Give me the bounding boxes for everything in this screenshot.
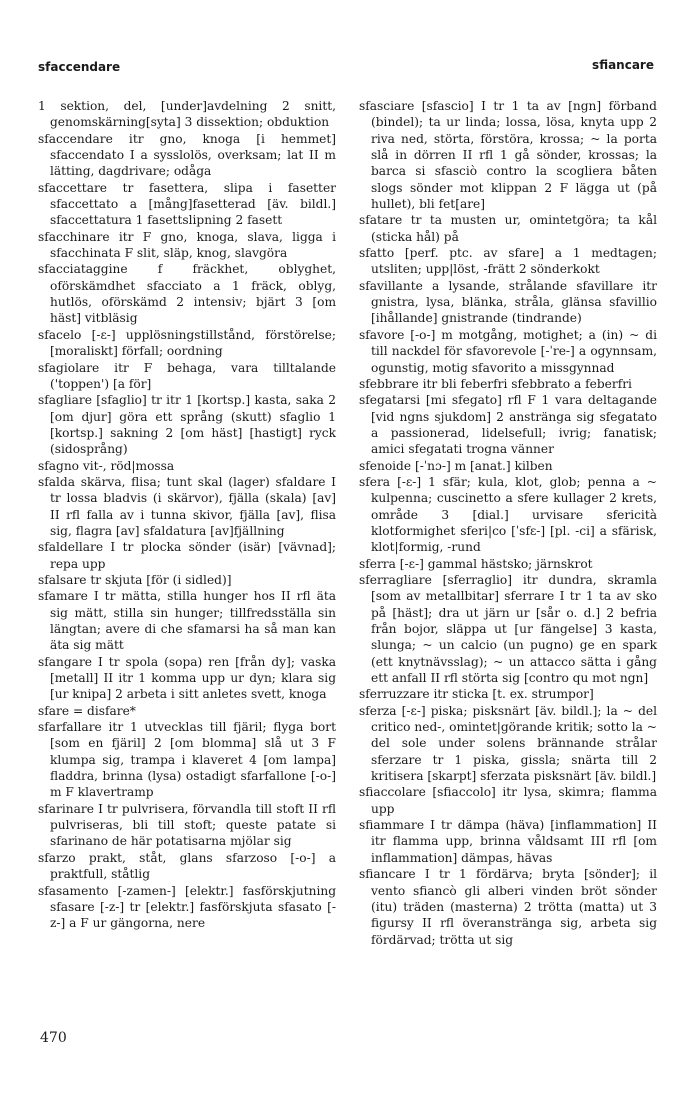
dictionary-entry: sfiaccolare [sfiaccolo] itr lysa, skimra; flamma upp	[359, 785, 657, 816]
dictionary-entry: sfalsare tr skjuta [för (i sidled)]	[38, 572, 232, 587]
dictionary-entry: sferragliare [sferraglio] itr dundra, skramla [som av metallbitar] sferrare I tr 1 ta av sko på [häst]; dra ut järn ur [sår o. d.] 2 befria från bojor, släppa ut [ur fängelse] 3 kasta, slunga; ~ un calcio (un pugno) ge en spark (ett knytnävsslag); ~ un attacco sätta i gång ett anfall II rfl störta sig [contro qu mot ngn]	[359, 572, 657, 686]
dictionary-entry: sfaccendare itr gno, knoga [i hemmet] sfaccendato I a sysslolös, overksam; lat II m lätting, dagdrivare; odåga	[38, 131, 336, 179]
dictionary-entry: 1 sektion, del, [under]avdelning 2 snitt, genomskärning[syta] 3 dissektion; obduktion	[38, 99, 336, 130]
dictionary-entry: sfarinare I tr pulvrisera, förvandla till stoft II rfl pulvriseras, bli till stoft; queste patate si sfarinano de här potatisarna mjölar sig	[38, 801, 336, 849]
dictionary-entry: sfarfallare itr 1 utvecklas till fjäril; flyga bort [som en fjäril] 2 [om blomma] slå ut 3 F klumpa sig, trampa i klaveret 4 [om lampa] fladdra, brinna (lysa) ostadigt sfarfallone [-o-] m F klavertramp	[38, 720, 336, 800]
right-column	[359, 98, 657, 948]
running-head-last-word: sfiancare	[592, 58, 654, 72]
dictionary-entry: sfiammare I tr dämpa (häva) [inflammation] II itr flamma upp, brinna våldsamt III rfl [om inflammation] dämpas, hävas	[359, 818, 657, 865]
dictionary-entry: sfangare I tr spola (sopa) ren [från dy]; vaska [metall] II itr 1 komma upp ur dyn; klara sig [ur knipa] 2 arbeta i sitt anletes svett, knoga	[38, 654, 336, 702]
dictionary-entry: sfaldellare I tr plocka sönder (isär) [vävnad]; repa upp	[38, 540, 336, 571]
dictionary-entry: sfacelo [-ε-] upplösningstillstånd, förstörelse; [moraliskt] förfall; oordning	[38, 327, 336, 359]
dictionary-entry: sfenoide [-ˈnɔ-] m [anat.] kilben	[359, 458, 553, 473]
running-head-first-word: sfaccendare	[38, 60, 121, 74]
dictionary-entry: sfacchinare itr F gno, knoga, slava, ligga i sfacchinata F slit, släp, knog, slavgöra	[38, 229, 336, 261]
dictionary-entry: sfavillante a lysande, strålande sfavillare itr gnistra, lysa, blänka, stråla, glänsa sfavillio [ihållande] gnistrande (tindrande)	[359, 278, 657, 326]
dictionary-entry: sfagno vit-, röd|mossa	[38, 458, 175, 473]
dictionary-entry: sfagiolare itr F behaga, vara tilltalande ('toppen') [a för]	[38, 360, 336, 391]
dictionary-entry: sfavore [-o-] m motgång, motighet; a (in) ~ di till nackdel för sfavorevole [-ˈre-] a ogynnsam, ogunstig, motig sfavorito a missgynnad	[359, 327, 657, 375]
dictionary-entry: sfasciare [sfascio] I tr 1 ta av [ngn] förband (bindel); ta ur linda; lossa, lösa, knyta upp 2 riva ned, störta, förstöra, krossa; ~ la porta slå in dörren II rfl 1 gå sönder, krossas; la barca si sfasciò contro la scogliera båten slogs sönder mot klippan 2 F lägga ut (på hullet), bli fet[are]	[359, 99, 657, 212]
dictionary-entry: sfasamento [-zamen-] [elektr.] fasförskjutning sfasare [-z-] tr [elektr.] fasförskjuta sfasato [-z-] a F ur gängorna, nere	[38, 883, 336, 931]
dictionary-entry: sferra [-ε-] gammal hästsko; järnskrot	[359, 556, 593, 571]
dictionary-entry: sferruzzare itr sticka [t. ex. strumpor]	[359, 687, 594, 702]
dictionary-entry: sfera [-ε-] 1 sfär; kula, klot, glob; penna a ~ kulpenna; cuscinetto a sfere kullager 2 krets, område 3 [dial.] urvisare sfericità klotformighet sferi|co [ˈsfε-] [pl. -ci] a sfärisk, klot|formig, -rund	[359, 474, 657, 555]
dictionary-entry: sfiancare I tr 1 fördärva; bryta [sönder]; il vento sfiancò gli alberi vinden bröt sönder (itu) träden (masterna) 2 trötta (matta) ut 3 figursy II rfl överanstränga sig, arbeta sig fördärvad; trötta ut sig	[359, 867, 657, 947]
dictionary-entry: sfamare I tr mätta, stilla hunger hos II rfl äta sig mätt, stilla sin hunger; tillfredsställa sin längtan; avere di che sfamarsi ha så man kan äta sig mätt	[38, 589, 336, 653]
dictionary-entry: sfaccettare tr fasettera, slipa i fasetter sfaccettato a [mång]fasetterad [äv. bildl.] sfaccettatura 1 fasettslipning 2 fasett	[38, 180, 336, 228]
dictionary-entry: sfarzo prakt, ståt, glans sfarzoso [-o-] a praktfull, ståtlig	[38, 850, 336, 882]
dictionary-entry: sfebbrare itr bli feberfri sfebbrato a feberfri	[359, 376, 632, 391]
dictionary-entry: sfegatarsi [mi sfegato] rfl F 1 vara deltagande [vid ngns sjukdom] 2 anstränga sig sfegatato a passionerad, lidelsefull; ivrig; fanatisk; amici sfegatati trogna vänner	[359, 393, 657, 457]
dictionary-entry: sfalda skärva, flisa; tunt skal (lager) sfaldare I tr lossa bladvis (i skärvor), fjälla (skala) [av] II rfl falla av i tunna skivor, fjälla [av], flisa sig, flagra [av] sfaldatura [av]fjällning	[38, 474, 336, 538]
left-column	[38, 98, 336, 932]
page-number: 470	[40, 1030, 67, 1046]
dictionary-entry: sferza [-ε-] piska; pisksnärt [äv. bildl.]; la ~ del critico ned-, omintet|görande kritik; sotto la ~ del sole under solens brännande strålar sferzare tr 1 piska, gissla; snärta till 2 kritisera [skarpt] sferzata pisksnärt [äv. bildl.]	[359, 703, 657, 784]
dictionary-entry: sfatto [perf. ptc. av sfare] a 1 medtagen; utsliten; upp|löst, -frätt 2 sönderkokt	[359, 246, 657, 277]
dictionary-entry: sfacciataggine f fräckhet, oblyghet, oförskämdhet sfacciato a 1 fräck, oblyg, hutlös, oförskämd 2 intensiv; bjärt 3 [om häst] vitbläsig	[38, 262, 336, 326]
dictionary-entry: sfagliare [sfaglio] tr itr 1 [kortsp.] kasta, saka 2 [om djur] göra ett språng (skutt) sfaglio 1 [kortsp.] sakning 2 [om häst] [hastigt] ryck (sidosprång)	[38, 393, 336, 457]
dictionary-entry: sfare = disfare*	[38, 703, 136, 718]
dictionary-entry: sfatare tr ta musten ur, omintetgöra; ta kål (sticka hål) på	[359, 213, 657, 244]
